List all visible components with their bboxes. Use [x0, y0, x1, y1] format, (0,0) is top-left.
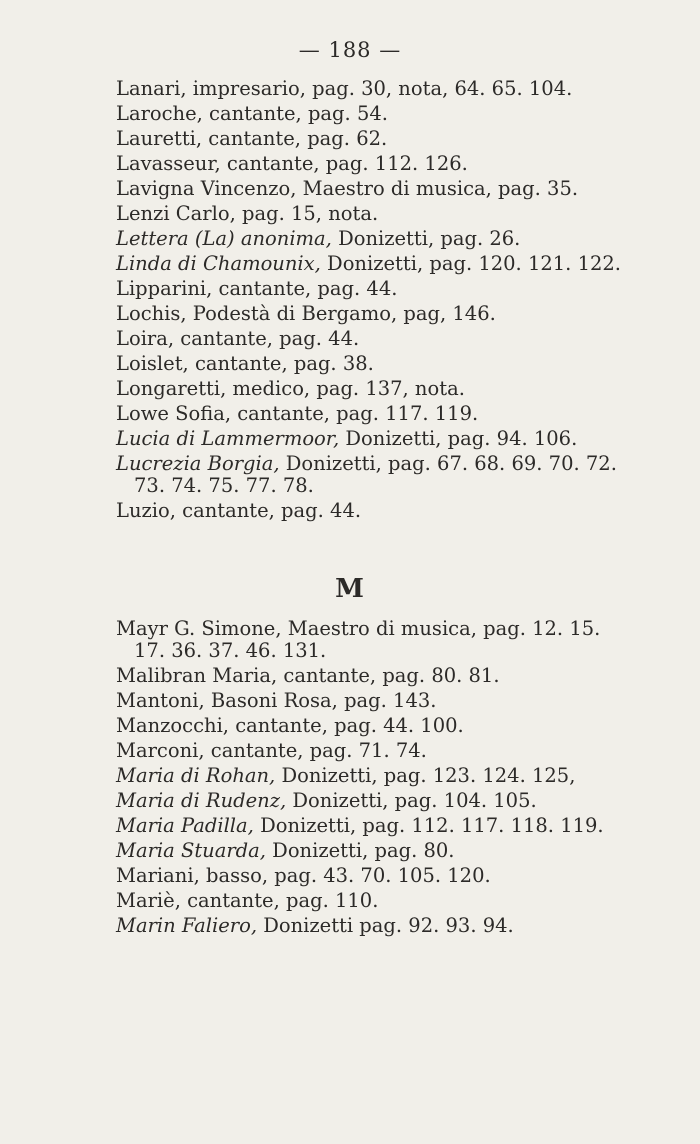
opera-title: Linda di Chamounix, [116, 252, 321, 275]
entry-text: Donizetti, pag. 120. 121. 122. [320, 252, 621, 275]
entry-text: Malibran Maria, cantante, pag. 80. 81. [116, 664, 500, 687]
index-entry [116, 453, 676, 497]
opera-title: Maria di Rudenz, [116, 789, 287, 812]
page-number: — 188 — [298, 38, 402, 62]
entry-text: Donizetti, pag. 94. 106. [339, 427, 578, 450]
index-entry [116, 690, 676, 712]
entry-text: Lochis, Podestà di Bergamo, pag, 146. [116, 302, 496, 325]
entry-text: Lowe Sofia, cantante, pag. 117. 119. [116, 402, 479, 425]
entry-text: Donizetti, pag. 123. 124. 125, [275, 764, 576, 787]
entry-text: Donizetti, pag. 104. 105. [286, 789, 537, 812]
index-entry [116, 403, 676, 425]
index-entry [116, 790, 676, 812]
index-entry [116, 715, 676, 737]
index-entry [116, 915, 676, 937]
opera-title: Lettera (La) anonima, [116, 227, 332, 250]
entry-text: Lavasseur, cantante, pag. 112. 126. [116, 152, 468, 175]
index-entry [116, 228, 676, 250]
index-entry [116, 103, 676, 125]
entry-text: Donizetti pag. 92. 93. 94. [257, 914, 514, 937]
entry-text: Donizetti, pag. 112. 117. 118. 119. [253, 814, 604, 837]
opera-title: Lucrezia Borgia, [116, 452, 280, 475]
opera-title: Maria di Rohan, [116, 764, 276, 787]
entry-text: Mantoni, Basoni Rosa, pag. 143. [116, 689, 437, 712]
index-entry [116, 278, 676, 300]
index-entry [116, 203, 676, 225]
entry-continuation: 73. 74. 75. 77. 78. [134, 474, 314, 497]
index-entry [116, 153, 676, 175]
entry-text: Mayr G. Simone, Maestro di musica, pag. 12. 15. [116, 617, 601, 640]
opera-title: Marin Faliero, [116, 914, 258, 937]
index-entry [116, 840, 676, 862]
index-section-m [116, 618, 676, 940]
entry-text: Manzocchi, cantante, pag. 44. 100. [116, 714, 464, 737]
entry-text: Laroche, cantante, pag. 54. [116, 102, 388, 125]
index-entry [116, 815, 676, 837]
entry-text: Lanari, impresario, pag. 30, nota, 64. 65. 104. [116, 77, 573, 100]
index-entry [116, 665, 676, 687]
entry-text: Longaretti, medico, pag. 137, nota. [116, 377, 465, 400]
index-entry [116, 890, 676, 912]
entry-text: Mariè, cantante, pag. 110. [116, 889, 379, 912]
entry-text: Lenzi Carlo, pag. 15, nota. [116, 202, 379, 225]
entry-text: Loira, cantante, pag. 44. [116, 327, 360, 350]
entry-text: Lavigna Vincenzo, Maestro di musica, pag. 35. [116, 177, 579, 200]
opera-title: Maria Stuarda, [116, 839, 266, 862]
entry-text: Donizetti, pag. 67. 68. 69. 70. 72. [279, 452, 617, 475]
entry-text: Luzio, cantante, pag. 44. [116, 499, 362, 522]
entry-text: Loislet, cantante, pag. 38. [116, 352, 374, 375]
entry-continuation: 17. 36. 37. 46. 131. [134, 639, 327, 662]
index-entry [116, 865, 676, 887]
entry-text: Donizetti, pag. 80. [265, 839, 455, 862]
index-entry [116, 740, 676, 762]
opera-title: Lucia di Lammermoor, [116, 427, 340, 450]
entry-text: Lauretti, cantante, pag. 62. [116, 127, 388, 150]
section-letter: M [335, 574, 365, 604]
index-entry [116, 618, 676, 662]
index-entry [116, 303, 676, 325]
index-entry [116, 328, 676, 350]
index-entry [116, 178, 676, 200]
index-section-l [116, 78, 676, 525]
entry-text: Marconi, cantante, pag. 71. 74. [116, 739, 427, 762]
entry-text: Lipparini, cantante, pag. 44. [116, 277, 398, 300]
index-entry [116, 128, 676, 150]
index-entry [116, 78, 676, 100]
index-entry [116, 428, 676, 450]
entry-text: Donizetti, pag. 26. [331, 227, 521, 250]
index-entry [116, 353, 676, 375]
index-entry [116, 500, 676, 522]
entry-text: Mariani, basso, pag. 43. 70. 105. 120. [116, 864, 491, 887]
index-entry [116, 765, 676, 787]
opera-title: Maria Padilla, [116, 814, 254, 837]
index-entry [116, 378, 676, 400]
index-entry [116, 253, 676, 275]
